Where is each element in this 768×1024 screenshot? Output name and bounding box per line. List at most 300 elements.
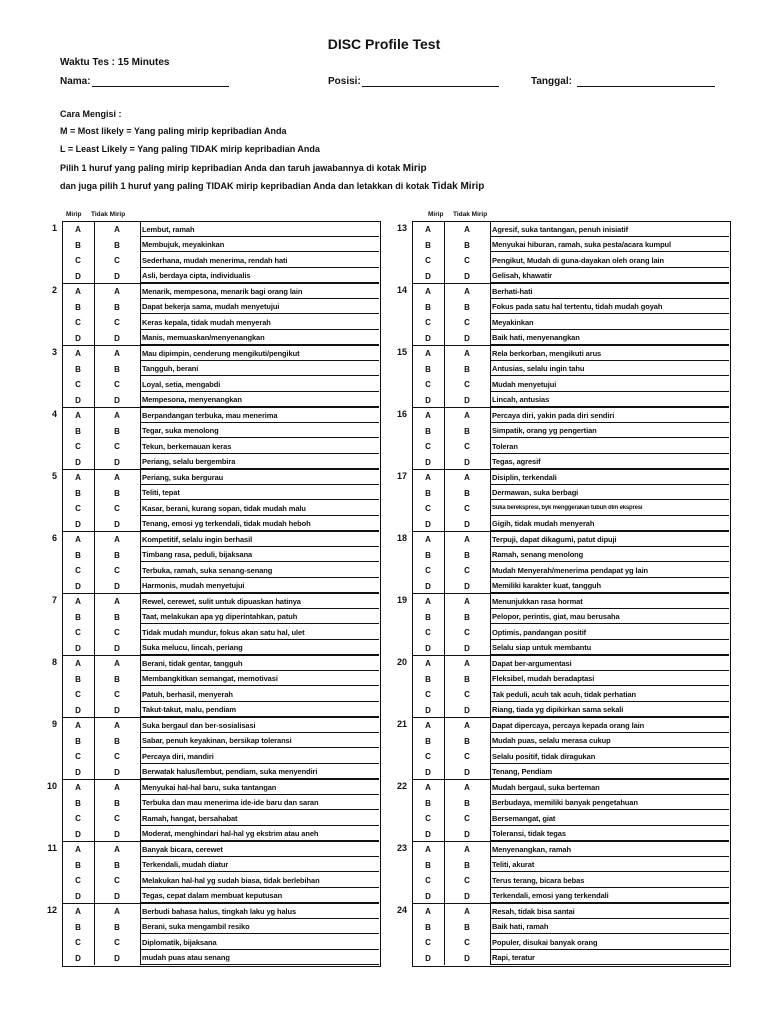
option-row (41, 826, 381, 842)
most-likely-option[interactable]: A (425, 287, 431, 296)
option-description: Moderat, menghindari hal-hal yg ekstrim atau aneh (142, 829, 319, 838)
most-likely-option[interactable]: B (425, 302, 431, 312)
least-likely-option[interactable]: C (464, 876, 470, 885)
option-description: Diplomatik, bijaksana (142, 937, 217, 947)
option-row (41, 748, 381, 764)
most-likely-option[interactable]: A (75, 349, 81, 358)
least-likely-option[interactable]: B (464, 736, 470, 746)
least-likely-option[interactable]: B (464, 674, 470, 684)
option-description: Optimis, pandangan positif (492, 627, 587, 637)
option-row (391, 764, 731, 780)
least-likely-option[interactable]: D (464, 395, 470, 405)
most-likely-option[interactable]: A (75, 721, 81, 730)
most-likely-option[interactable]: C (425, 690, 431, 699)
option-row (391, 454, 731, 470)
most-likely-option[interactable]: C (75, 814, 81, 823)
least-likely-option[interactable]: B (464, 860, 470, 870)
most-likely-option[interactable]: C (75, 566, 81, 575)
option-row (41, 810, 381, 826)
least-likely-option[interactable]: D (464, 643, 470, 653)
most-likely-option[interactable]: C (75, 628, 81, 637)
least-likely-option[interactable]: A (464, 907, 470, 916)
most-likely-option[interactable]: A (425, 411, 431, 420)
least-likely-option[interactable]: D (464, 829, 470, 839)
least-likely-option[interactable]: A (464, 473, 470, 482)
question-number: 4 (51, 409, 57, 419)
most-likely-option[interactable]: A (75, 845, 81, 854)
least-likely-option[interactable]: C (114, 876, 120, 885)
least-likely-option[interactable]: C (464, 442, 470, 451)
least-likely-option[interactable]: D (114, 519, 120, 529)
question-number: 23 (396, 843, 407, 853)
most-likely-option[interactable]: A (425, 535, 431, 544)
option-description: Selalu siap untuk membantu (492, 643, 592, 652)
option-description: Dermawan, suka berbagi (492, 488, 579, 497)
least-likely-option[interactable]: C (464, 566, 470, 575)
least-likely-option[interactable]: C (114, 752, 120, 761)
least-likely-option[interactable]: D (464, 705, 470, 715)
least-likely-option[interactable]: D (464, 333, 470, 343)
most-likely-option[interactable]: C (75, 442, 81, 451)
least-likely-option[interactable]: D (114, 829, 120, 839)
option-row (391, 252, 731, 268)
most-likely-option[interactable]: B (75, 612, 81, 622)
option-description: Kasar, berani, kurang sopan, tidak mudah malu (142, 503, 306, 513)
most-likely-option[interactable]: A (75, 535, 81, 544)
least-likely-option[interactable]: A (464, 597, 470, 606)
most-likely-option[interactable]: D (425, 271, 431, 281)
most-likely-option[interactable]: B (425, 860, 431, 870)
most-likely-option[interactable]: B (425, 426, 431, 436)
most-likely-option[interactable]: D (75, 395, 81, 405)
option-description: Menyukai hiburan, ramah, suka pesta/acara kumpul (492, 240, 672, 249)
least-likely-option[interactable]: B (114, 612, 120, 622)
most-likely-option[interactable]: A (75, 597, 81, 606)
most-likely-option[interactable]: C (75, 938, 81, 947)
most-likely-option[interactable]: D (425, 333, 431, 343)
option-row (41, 469, 381, 485)
least-likely-option[interactable]: B (464, 488, 470, 498)
most-likely-option[interactable]: C (75, 504, 81, 513)
most-likely-option[interactable]: C (425, 504, 431, 513)
least-likely-option[interactable]: C (114, 628, 120, 637)
most-likely-option[interactable]: D (75, 767, 81, 777)
most-likely-option[interactable]: B (425, 612, 431, 622)
option-row (391, 671, 731, 687)
most-likely-option[interactable]: D (75, 891, 81, 901)
least-likely-option[interactable]: B (114, 860, 120, 870)
option-row (41, 438, 381, 454)
most-likely-option[interactable]: C (75, 256, 81, 265)
least-likely-option[interactable]: B (114, 426, 120, 436)
most-likely-option[interactable]: B (425, 798, 431, 808)
option-description: Pelopor, perintis, giat, mau berusaha (492, 612, 620, 621)
most-likely-option[interactable]: D (75, 581, 81, 591)
question-group (391, 283, 731, 345)
option-description: Teliti, tepat (142, 488, 180, 497)
question-number: 14 (396, 285, 407, 295)
most-likely-option[interactable]: C (425, 814, 431, 823)
option-row (41, 640, 381, 656)
option-description: Sabar, penuh keyakinan, bersikap toleransi (142, 736, 292, 745)
least-likely-option[interactable]: B (114, 674, 120, 684)
least-likely-option[interactable]: B (114, 798, 120, 808)
least-likely-option[interactable]: C (114, 814, 120, 823)
least-likely-option[interactable]: C (464, 690, 470, 699)
least-likely-option[interactable]: B (464, 426, 470, 436)
most-likely-option[interactable]: D (425, 767, 431, 777)
least-likely-option[interactable]: A (464, 411, 470, 420)
most-likely-option[interactable]: C (425, 442, 431, 451)
most-likely-option[interactable]: C (425, 566, 431, 575)
most-likely-option[interactable]: D (75, 953, 81, 963)
option-description: Suka bergaul dan ber-sosialisasi (142, 720, 256, 730)
least-likely-option[interactable]: B (114, 736, 120, 746)
least-likely-option[interactable]: C (114, 256, 120, 265)
option-row (41, 500, 381, 516)
least-likely-option[interactable]: C (114, 318, 120, 327)
most-likely-option[interactable]: B (75, 922, 81, 932)
most-likely-option[interactable]: C (75, 876, 81, 885)
most-likely-option[interactable]: D (75, 705, 81, 715)
least-likely-option[interactable]: C (464, 752, 470, 761)
option-row (41, 857, 381, 873)
question-number: 18 (396, 533, 407, 543)
option-description: Patuh, berhasil, menyerah (142, 689, 233, 699)
least-likely-option[interactable]: B (114, 922, 120, 932)
question-group (41, 841, 381, 903)
most-likely-option[interactable]: B (75, 426, 81, 436)
most-likely-option[interactable]: A (425, 845, 431, 854)
most-likely-option[interactable]: C (425, 938, 431, 947)
least-likely-option[interactable]: B (464, 550, 470, 560)
date-field[interactable] (577, 86, 715, 87)
question-number: 16 (396, 409, 407, 419)
most-likely-option[interactable]: D (425, 457, 431, 467)
least-likely-option[interactable]: D (114, 767, 120, 777)
option-description: Asli, berdaya cipta, individualis (142, 271, 251, 280)
least-likely-option[interactable]: D (114, 581, 120, 591)
option-description: Tenang, Pendiam (492, 767, 553, 776)
option-description: Meyakinkan (492, 317, 534, 327)
least-likely-option[interactable]: A (464, 225, 470, 234)
least-likely-option[interactable]: A (464, 783, 470, 792)
option-description: Membujuk, meyakinkan (142, 240, 225, 249)
option-description: Baik hati, ramah (492, 922, 549, 931)
least-likely-option[interactable]: D (464, 953, 470, 963)
option-description: Berwatak halus/lembut, pendiam, suka menyendiri (142, 767, 318, 776)
least-likely-option[interactable]: A (114, 535, 120, 544)
most-likely-option[interactable]: A (425, 225, 431, 234)
option-description: Mudah menyetujui (492, 379, 557, 389)
option-description: Tak peduli, acuh tak acuh, tidak perhatian (492, 689, 637, 699)
option-description: Terkendali, emosi yang terkendali (492, 891, 609, 900)
least-likely-option[interactable]: D (114, 457, 120, 467)
option-row (41, 609, 381, 625)
least-likely-option[interactable]: B (114, 550, 120, 560)
most-likely-option[interactable]: A (425, 659, 431, 668)
most-likely-option[interactable]: D (425, 829, 431, 839)
most-likely-option[interactable]: D (425, 891, 431, 901)
least-likely-option[interactable]: C (464, 504, 470, 513)
option-row (391, 562, 731, 578)
name-field[interactable] (92, 86, 229, 87)
instruction-line-1-emphasis: Mirip (402, 163, 427, 174)
most-likely-option[interactable]: D (425, 705, 431, 715)
most-likely-option[interactable]: B (75, 550, 81, 560)
least-likely-option[interactable]: C (464, 628, 470, 637)
most-likely-option[interactable]: C (425, 876, 431, 885)
option-description: Antusias, selalu ingin tahu (492, 364, 585, 373)
most-likely-option[interactable]: A (75, 907, 81, 916)
most-likely-option[interactable]: B (75, 860, 81, 870)
option-description: Baik hati, menyenangkan (492, 333, 580, 342)
least-likely-option[interactable]: A (114, 659, 120, 668)
least-likely-option[interactable]: D (114, 953, 120, 963)
question-number: 21 (396, 719, 407, 729)
instruction-most-likely: M = Most likely = Yang paling mirip kepribadian Anda (60, 126, 287, 136)
most-likely-option[interactable]: B (75, 364, 81, 374)
option-row (391, 810, 731, 826)
least-likely-option[interactable]: A (114, 473, 120, 482)
option-row (391, 500, 731, 516)
least-likely-option[interactable]: C (114, 442, 120, 451)
most-likely-option[interactable]: A (75, 473, 81, 482)
option-row (391, 919, 731, 935)
instruction-least-likely: L = Least Likely = Yang paling TIDAK mirip kepribadian Anda (60, 144, 320, 154)
least-likely-option[interactable]: B (114, 488, 120, 498)
most-likely-option[interactable]: A (425, 721, 431, 730)
option-description: Simpatik, orang yg pengertian (492, 426, 597, 435)
most-likely-option[interactable]: B (425, 364, 431, 374)
option-description: Menunjukkan rasa hormat (492, 596, 583, 606)
option-row (41, 888, 381, 904)
least-likely-option[interactable]: C (114, 566, 120, 575)
most-likely-option[interactable]: D (425, 395, 431, 405)
question-number: 2 (51, 285, 57, 295)
most-likely-option[interactable]: C (75, 318, 81, 327)
option-description: Menarik, mempesona, menarik bagi orang lain (142, 286, 303, 296)
most-likely-option[interactable]: B (425, 550, 431, 560)
most-likely-option[interactable]: D (425, 953, 431, 963)
option-row (41, 454, 381, 470)
most-likely-option[interactable]: D (425, 519, 431, 529)
least-likely-option[interactable]: B (464, 922, 470, 932)
instruction-line-1-text: Pilih 1 huruf yang paling mirip kepribadian Anda dan taruh jawabannya di kotak (60, 163, 401, 173)
most-likely-option[interactable]: B (75, 488, 81, 498)
least-likely-option[interactable]: A (114, 845, 120, 854)
most-likely-option[interactable]: B (425, 922, 431, 932)
most-likely-option[interactable]: B (75, 302, 81, 312)
option-row (41, 671, 381, 687)
option-description: Berpandangan terbuka, mau menerima (142, 410, 278, 420)
option-row (391, 268, 731, 284)
option-description: Suka berekspresi, byk menggerakan tubuh dlm ekspresi (492, 505, 643, 511)
question-number: 8 (51, 657, 57, 667)
option-description: Periang, suka bergurau (142, 472, 224, 482)
name-label: Nama: (60, 76, 91, 87)
option-description: Lincah, antusias (492, 395, 550, 404)
least-likely-option[interactable]: C (464, 938, 470, 947)
option-row (391, 624, 731, 640)
most-likely-option[interactable]: C (425, 256, 431, 265)
most-likely-option[interactable]: C (425, 628, 431, 637)
option-row (41, 562, 381, 578)
question-number: 13 (396, 223, 407, 233)
option-description: Suka melucu, lincah, periang (142, 643, 243, 652)
most-likely-option[interactable]: B (75, 240, 81, 250)
least-likely-option[interactable]: C (464, 380, 470, 389)
least-likely-option[interactable]: C (464, 814, 470, 823)
least-likely-option[interactable]: D (114, 271, 120, 281)
most-likely-option[interactable]: B (425, 240, 431, 250)
most-likely-option[interactable]: D (75, 271, 81, 281)
least-likely-option[interactable]: B (464, 612, 470, 622)
option-description: Toleransi, tidak tegas (492, 829, 566, 838)
least-likely-option[interactable]: A (464, 659, 470, 668)
option-row (391, 299, 731, 315)
least-likely-option[interactable]: B (114, 364, 120, 374)
option-description: Dapat bekerja sama, mudah menyetujui (142, 302, 280, 311)
option-description: Tegas, agresif (492, 457, 541, 466)
instruction-line-2-text: dan juga pilih 1 huruf yang paling TIDAK mirip kepribadian Anda dan letakkan di kotak (60, 181, 430, 191)
least-likely-option[interactable]: C (114, 380, 120, 389)
least-likely-option[interactable]: B (464, 798, 470, 808)
least-likely-option[interactable]: C (114, 504, 120, 513)
most-likely-option[interactable]: D (75, 519, 81, 529)
least-likely-option[interactable]: A (464, 349, 470, 358)
option-row (41, 221, 381, 237)
most-likely-option[interactable]: A (425, 783, 431, 792)
question-number: 5 (51, 471, 57, 481)
least-likely-option[interactable]: D (114, 705, 120, 715)
most-likely-option[interactable]: D (425, 643, 431, 653)
most-likely-option[interactable]: B (75, 736, 81, 746)
option-description: Membangkitkan semangat, memotivasi (142, 674, 278, 683)
least-likely-option[interactable]: A (464, 845, 470, 854)
option-description: Disiplin, terkendali (492, 472, 557, 482)
option-row (391, 314, 731, 330)
least-likely-option[interactable]: A (114, 411, 120, 420)
most-likely-option[interactable]: D (75, 457, 81, 467)
most-likely-option[interactable]: A (425, 349, 431, 358)
option-row (41, 841, 381, 857)
least-likely-option[interactable]: B (464, 240, 470, 250)
option-row (391, 888, 731, 904)
least-likely-option[interactable]: B (464, 364, 470, 374)
question-number: 9 (51, 719, 57, 729)
most-likely-option[interactable]: B (75, 674, 81, 684)
most-likely-option[interactable]: C (75, 752, 81, 761)
position-field[interactable] (362, 86, 499, 87)
most-likely-option[interactable]: C (425, 752, 431, 761)
least-likely-option[interactable]: D (464, 767, 470, 777)
least-likely-option[interactable]: A (114, 783, 120, 792)
option-description: Selalu positif, tidak diragukan (492, 751, 596, 761)
least-likely-option[interactable]: D (114, 333, 120, 343)
right-col-most-header: Mirip (428, 211, 444, 218)
least-likely-option[interactable]: D (464, 271, 470, 281)
question-group (41, 903, 381, 965)
most-likely-option[interactable]: A (425, 597, 431, 606)
option-row (41, 733, 381, 749)
least-likely-option[interactable]: A (114, 225, 120, 234)
least-likely-option[interactable]: A (114, 907, 120, 916)
most-likely-option[interactable]: A (425, 907, 431, 916)
option-description: Menyukai hal-hal baru, suka tantangan (142, 782, 277, 792)
least-likely-option[interactable]: A (464, 721, 470, 730)
least-likely-option[interactable]: B (464, 302, 470, 312)
least-likely-option[interactable]: C (114, 938, 120, 947)
least-likely-option[interactable]: A (464, 535, 470, 544)
option-row (391, 547, 731, 563)
least-likely-option[interactable]: D (114, 643, 120, 653)
option-description: Berhati-hati (492, 286, 533, 296)
most-likely-option[interactable]: A (75, 225, 81, 234)
most-likely-option[interactable]: A (75, 287, 81, 296)
most-likely-option[interactable]: A (75, 659, 81, 668)
option-row (391, 609, 731, 625)
most-likely-option[interactable]: D (75, 333, 81, 343)
option-description: Takut-takut, malu, pendiam (142, 705, 236, 714)
least-likely-option[interactable]: D (464, 581, 470, 591)
most-likely-option[interactable]: A (425, 473, 431, 482)
option-row (41, 950, 381, 966)
least-likely-option[interactable]: C (114, 690, 120, 699)
least-likely-option[interactable]: D (114, 395, 120, 405)
least-likely-option[interactable]: B (114, 302, 120, 312)
option-description: Tangguh, berani (142, 364, 199, 373)
most-likely-option[interactable]: B (425, 736, 431, 746)
most-likely-option[interactable]: B (75, 798, 81, 808)
most-likely-option[interactable]: B (425, 488, 431, 498)
option-row (391, 826, 731, 842)
option-description: Loyal, setia, mengabdi (142, 379, 221, 389)
least-likely-option[interactable]: D (114, 891, 120, 901)
least-likely-option[interactable]: A (464, 287, 470, 296)
option-row (41, 252, 381, 268)
most-likely-option[interactable]: D (425, 581, 431, 591)
least-likely-option[interactable]: D (464, 457, 470, 467)
most-likely-option[interactable]: D (75, 829, 81, 839)
most-likely-option[interactable]: A (75, 783, 81, 792)
question-group (41, 779, 381, 841)
row-underline (140, 964, 379, 965)
option-description: Toleran (492, 441, 518, 451)
most-likely-option[interactable]: B (425, 674, 431, 684)
least-likely-option[interactable]: C (464, 318, 470, 327)
least-likely-option[interactable]: A (114, 721, 120, 730)
option-description: Ramah, hangat, bersahabat (142, 813, 238, 823)
most-likely-option[interactable]: C (75, 690, 81, 699)
most-likely-option[interactable]: D (75, 643, 81, 653)
least-likely-option[interactable]: C (464, 256, 470, 265)
question-group (391, 407, 731, 469)
least-likely-option[interactable]: A (114, 287, 120, 296)
least-likely-option[interactable]: D (464, 519, 470, 529)
option-row (391, 438, 731, 454)
option-row (41, 872, 381, 888)
least-likely-option[interactable]: B (114, 240, 120, 250)
least-likely-option[interactable]: A (114, 597, 120, 606)
most-likely-option[interactable]: C (75, 380, 81, 389)
least-likely-option[interactable]: D (464, 891, 470, 901)
option-description: Lembut, ramah (142, 224, 195, 234)
least-likely-option[interactable]: A (114, 349, 120, 358)
most-likely-option[interactable]: C (425, 380, 431, 389)
most-likely-option[interactable]: C (425, 318, 431, 327)
most-likely-option[interactable]: A (75, 411, 81, 420)
